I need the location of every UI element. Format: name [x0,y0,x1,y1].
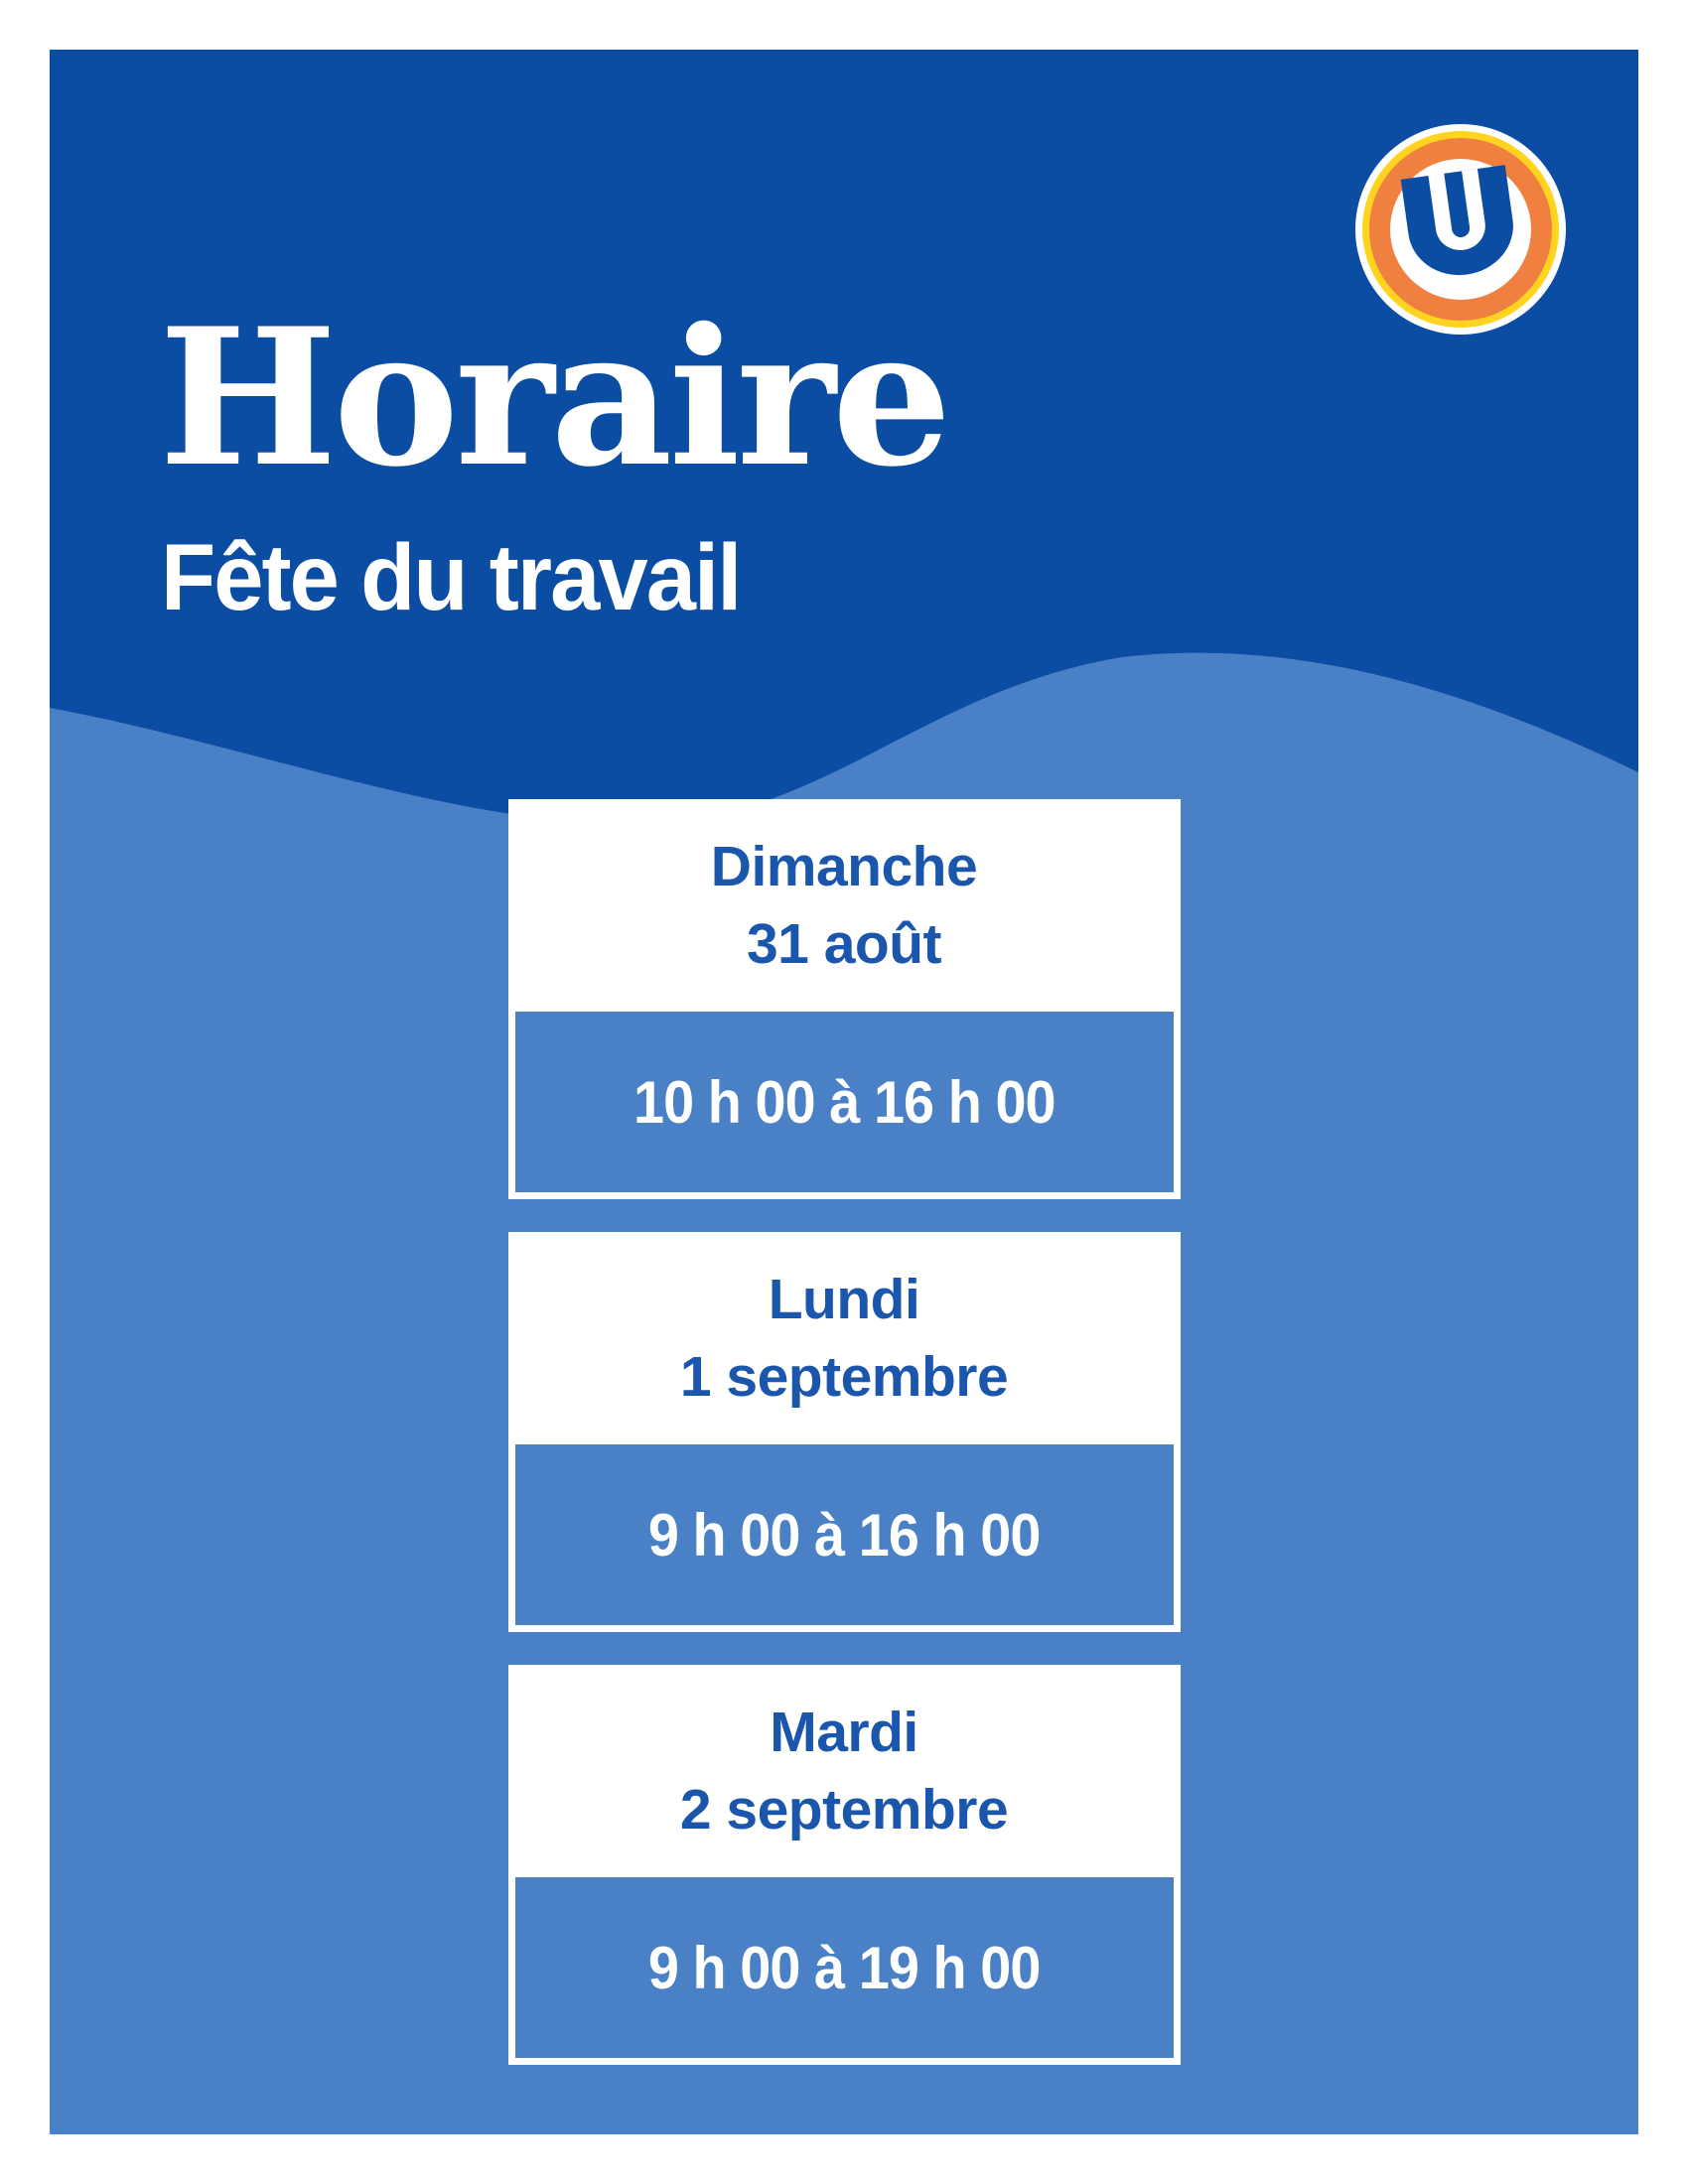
hours-text: 9 h 00 à 19 h 00 [647,1934,1041,2001]
day-date: 2 septembre [679,1778,1009,1842]
schedule-list [50,799,1638,2065]
schedule-card-sunday [508,799,1181,1199]
day-date: 31 août [746,912,942,976]
schedule-card-tuesday [508,1665,1181,2065]
page-subtitle: Fête du travail [161,525,741,630]
day-name: Mardi [770,1701,918,1764]
hours-text: 10 h 00 à 16 h 00 [633,1068,1055,1136]
uniprix-u-logo-icon [1355,124,1566,335]
schedule-card-monday [508,1232,1181,1632]
day-header [515,799,1174,1012]
day-header [515,1665,1174,1877]
hours-box [515,1444,1174,1625]
poster [50,50,1638,2134]
day-name: Lundi [768,1268,920,1331]
hours-text: 9 h 00 à 16 h 00 [647,1501,1041,1569]
day-header [515,1232,1174,1444]
hours-box [515,1877,1174,2058]
page-title: Horaire [159,287,948,508]
day-date: 1 septembre [679,1345,1009,1409]
day-name: Dimanche [710,835,978,898]
hours-box [515,1012,1174,1192]
